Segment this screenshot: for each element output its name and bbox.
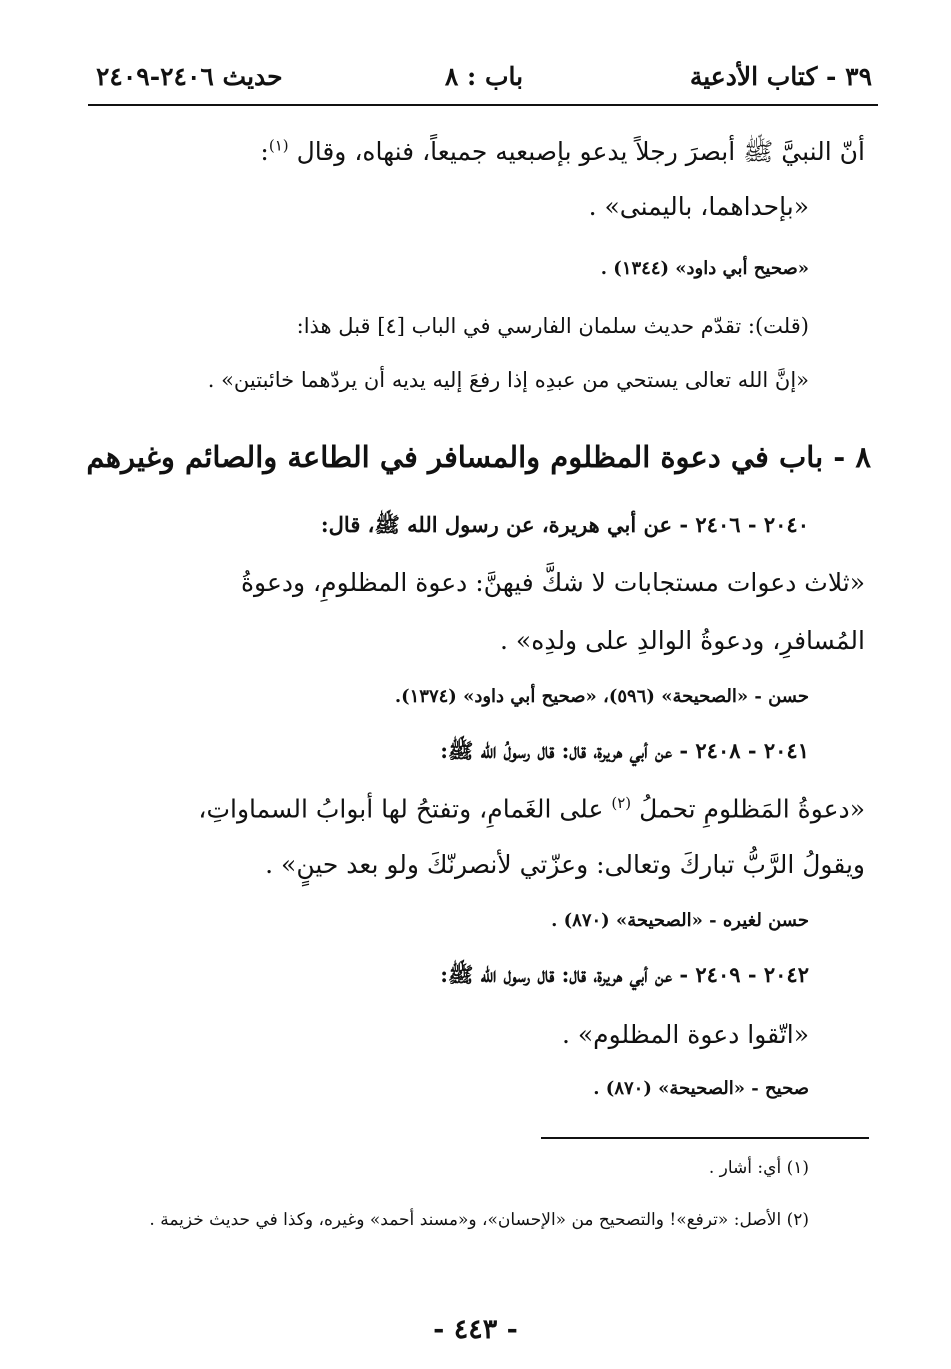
- text-span: على الغَمامِ، وتفتحُ لها أبوابُ السماواتِ،: [198, 794, 604, 824]
- footnote-marker: (١): [268, 136, 289, 155]
- text-span: :: [260, 137, 269, 166]
- footnote-1: (١) أي: أشار .: [708, 1158, 809, 1178]
- footnote-2: (٢) الأصل: «ترفع»! والتصحيح من «الإحسان»، و«مسند أحمد» وغيره، وكذا في حديث خزيمة .: [149, 1210, 809, 1230]
- grading-line: «صحيح أبي داود» (١٣٤٤) .: [600, 258, 809, 279]
- hadith-text-line: [198, 794, 865, 823]
- hadith-number-line: ٢٠٤٢ - ٢٤٠٩ - عن أبي هريرة، قال: قال رسول الله ﷺ:: [440, 962, 809, 987]
- page-number: - ٤٤٣ -: [433, 1314, 518, 1345]
- hadith-text-line: «اتّقوا دعوة المظلوم» .: [561, 1020, 809, 1049]
- grading-line: حسن لغيره - «الصحيحة» (٨٧٠) .: [551, 910, 809, 931]
- grading-line: صحيح - «الصحيحة» (٨٧٠) .: [593, 1078, 809, 1099]
- hadith-text-line: «ثلاث دعوات مستجابات لا شكَّ فيهنَّ: دعوة المظلومِ، ودعوةُ: [240, 568, 865, 597]
- header-rule: [88, 104, 878, 106]
- section-heading: ٨ - باب في دعوة المظلوم والمسافر في الطاعة والصائم وغيرهم: [86, 440, 871, 474]
- running-header: [96, 56, 872, 96]
- hadith-text-line: ويقولُ الرَّبُّ تباركَ وتعالى: وعزّتي لأنصرنّكَ ولو بعد حينٍ» .: [265, 850, 865, 879]
- header-section: باب : ٨: [444, 61, 524, 91]
- footnote-marker: (٢): [611, 794, 632, 812]
- grading-line: حسن - «الصحيحة» (٥٩٦)، «صحيح أبي داود» (١٣٧٤).: [394, 686, 809, 707]
- header-hadith-range: حديث ٢٤٠٦-٢٤٠٩: [96, 61, 283, 91]
- footnote-separator: [541, 1137, 869, 1139]
- hadith-text-line: [260, 136, 865, 173]
- text-span: أنّ النبيَّ ﷺ أبصرَ رجلاً يدعو بإصبعيه جميعاً، فنهاه، وقال: [296, 137, 865, 166]
- note-line: (قلت): تقدّم حديث سلمان الفارسي في الباب [٤] قبل هذا:: [296, 314, 809, 338]
- hadith-text-line: «بإحداهما، باليمنى» .: [588, 192, 809, 221]
- text-span: «دعوةُ المَظلومِ تحملُ: [639, 794, 865, 824]
- hadith-number-line: ٢٠٤١ - ٢٤٠٨ - عن أبي هريرة، قال: قال رسولُ الله ﷺ:: [440, 738, 809, 763]
- header-chapter: ٣٩ - كتاب الأدعية: [689, 61, 872, 91]
- note-quote-line: «إنَّ الله تعالى يستحي من عبدِه إذا رفعَ إليه يديه أن يردّهما خائبتين» .: [207, 368, 809, 392]
- hadith-text-line: المُسافرِ، ودعوةُ الوالدِ على ولدِه» .: [500, 626, 865, 655]
- hadith-number-line: ٢٠٤٠ - ٢٤٠٦ - عن أبي هريرة، عن رسول الله ﷺ، قال:: [320, 512, 809, 537]
